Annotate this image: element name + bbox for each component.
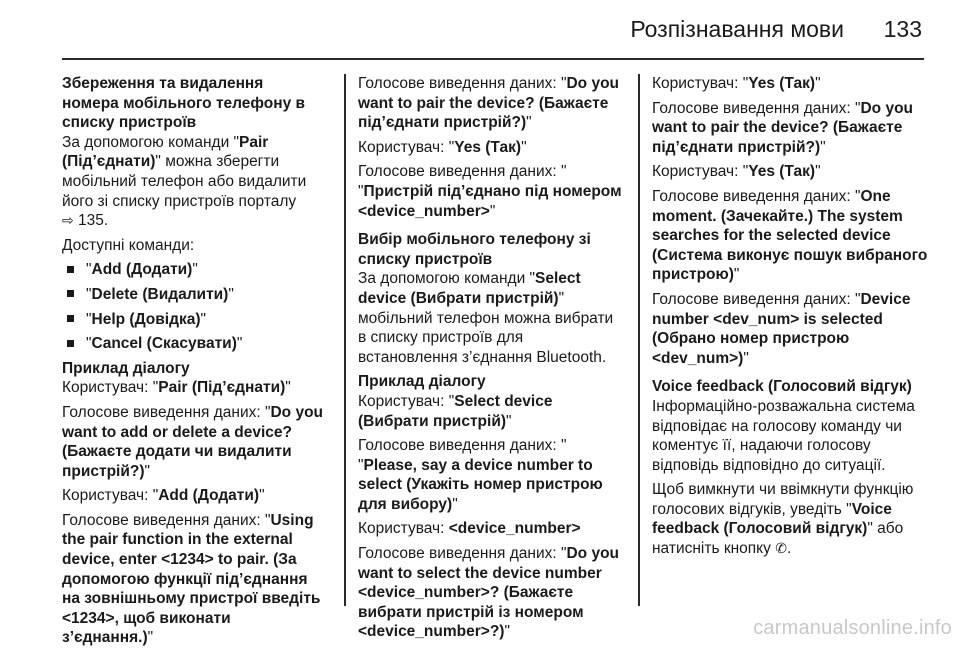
dialog-voice: Голосове виведення даних: "Do you want to pair the device? (Бажаєте під’єднати пристрій?)" xyxy=(358,75,620,132)
dialog-user: Користувач: "Yes (Так)" xyxy=(652,163,821,181)
dialog-voice: Голосове виведення даних: "Do you want to add or delete a device? (Бажаєте додати чи видалити пристрій?)" xyxy=(62,403,324,480)
bullet-icon xyxy=(67,290,74,297)
dialog-user: Користувач: "Yes (Так)" xyxy=(358,138,527,156)
list-item: "Add (Додати)" xyxy=(62,260,324,280)
column-1 xyxy=(62,74,324,653)
dialog-voice: Голосове виведення даних: "Do you want to select the device number <device_number>? (Бажаєте вибрати пристрій із номером <device_number>?)" xyxy=(358,545,620,641)
dialog-voice: Голосове виведення даних: "One moment. (Зачекайте.) The system searches for the selected device (Система виконує пошук вибраного пристрою)" xyxy=(652,187,928,284)
page-header xyxy=(0,0,960,58)
column-2 xyxy=(358,74,624,647)
section-heading-pairing: Збереження та видалення номера мобільного телефону в списку пристроїв xyxy=(62,75,306,132)
command-list xyxy=(62,260,324,353)
available-commands-label: Доступні команди: xyxy=(62,236,195,254)
dialog-user: Користувач: "Yes (Так)" xyxy=(652,75,821,92)
page-title: Розпізнавання мови xyxy=(630,16,844,42)
paragraph: Щоб вимкнути чи ввімкнути функцію голосових відгуків, уведіть "Voice feedback (Голосовий відгук)" або натисніть кнопку ✆. xyxy=(652,481,914,558)
header-rule xyxy=(62,58,924,60)
dialog-voice: Голосове виведення даних: "Do you want to pair the device? (Бажаєте під’єднати пристрій?)" xyxy=(652,99,914,156)
paragraph: Інформаційно-розважальна система відповідає на голосову команду чи коментує її, надаючи голосову відповідь відповідно до ситуації. xyxy=(652,397,915,474)
dialog-voice: Голосове виведення даних: "Using the pair function in the external device, enter <1234> to pair. (За допомогою функції під’єднання на зовнішньому пристрої введіть <1234>, щоб виконати з’єднання.)" xyxy=(62,511,321,647)
paragraph: За допомогою команди "Select device (Вибрати пристрій)" мобільний телефон можна вибрати в списку пристроїв для встановлення з’єднання Bluetooth. xyxy=(358,270,614,366)
dialog-user: Користувач: "Pair (Під’єднати)" xyxy=(62,379,291,397)
dialog-voice: Голосове виведення даних: " "Пристрій під’єднано під номером <device_number>" xyxy=(358,163,622,220)
dialog-voice: Голосове виведення даних: "Device number <dev_num> is selected (Обрано номер пристрою <dev_num>)" xyxy=(652,290,911,367)
section-heading-select: Вибір мобільного телефону зі списку пристроїв xyxy=(358,231,591,268)
command-text: Pair (Під’єднати) xyxy=(62,133,269,171)
list-item: "Cancel (Скасувати)" xyxy=(62,334,324,354)
dialog-user: Користувач: "Add (Додати)" xyxy=(62,487,265,505)
steering-wheel-voice-icon: ✆ xyxy=(775,540,787,557)
dialog-voice: Голосове виведення даних: " "Please, say a device number to select (Укажіть номер пристрою для вибору)" xyxy=(358,437,603,513)
example-heading: Приклад діалогу xyxy=(62,359,190,377)
bullet-icon xyxy=(67,266,74,273)
dialog-user: Користувач: <device_number> xyxy=(358,520,581,538)
list-item: "Help (Довідка)" xyxy=(62,310,324,330)
column-divider xyxy=(344,74,346,606)
column-3 xyxy=(652,74,930,564)
page-reference: 135. xyxy=(78,212,109,230)
page-number: 133 xyxy=(883,16,922,42)
list-item: "Delete (Видалити)" xyxy=(62,285,324,305)
bullet-icon xyxy=(67,340,74,347)
example-heading: Приклад діалогу xyxy=(358,373,486,391)
bullet-icon xyxy=(67,315,74,322)
reference-arrow-icon: ⇨ xyxy=(62,212,74,229)
dialog-user: Користувач: "Select device (Вибрати пристрій)" xyxy=(358,392,553,430)
column-divider xyxy=(638,74,640,606)
paragraph: За допомогою команди "Pair (Під’єднати)" можна зберегти мобільний телефон або видалити його зі списку пристроїв порталу ⇨ 135. xyxy=(62,133,307,230)
section-heading-voice-feedback: Voice feedback (Голосовий відгук) xyxy=(652,378,912,396)
watermark: carmanualsonline.info xyxy=(753,617,952,639)
